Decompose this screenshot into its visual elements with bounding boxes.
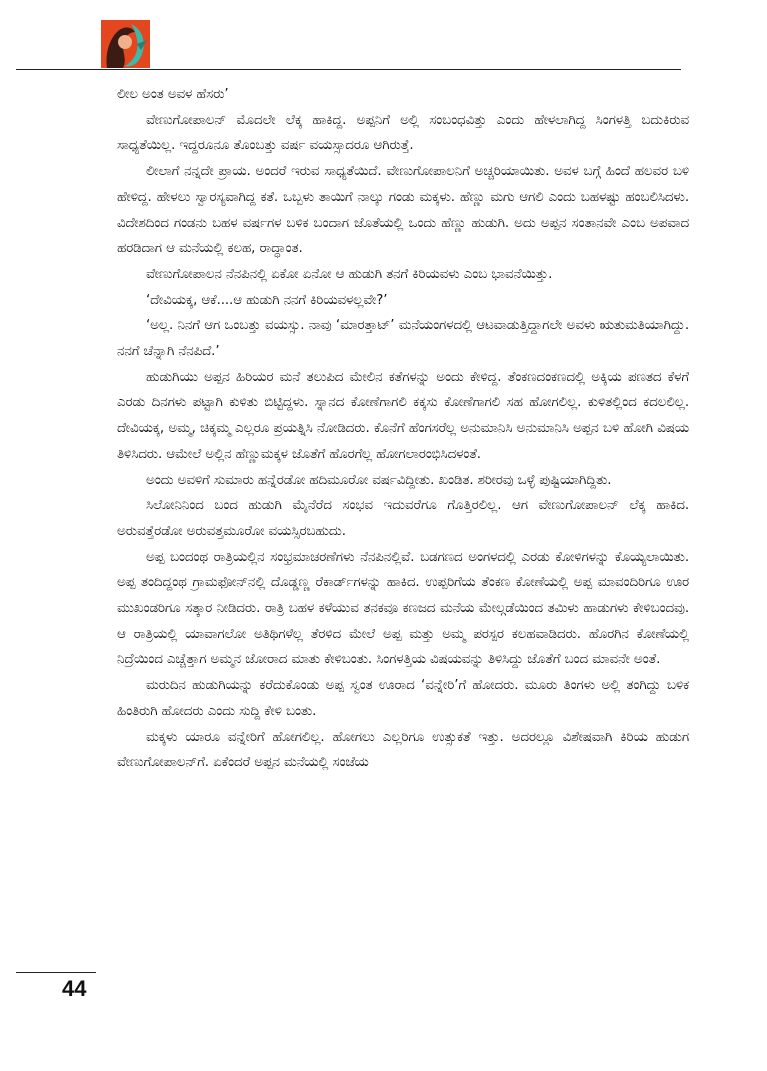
page-number: 44 — [62, 976, 87, 1001]
paragraph: ಮಕ್ಕಳು ಯಾರೂ ವನ್ನೇರಿಗೆ ಹೋಗಲಿಲ್ಲ. ಹೋಗಲು ಎಲ್ಲರಿಗೂ ಉತ್ಸುಕತೆ ಇತ್ತು. ಅದರಲ್ಲೂ ವಿಶೇಷವಾಗಿ ಕಿರಿಯ ಹುಡುಗ ವೇಣುಗೋಪಾಲನ್‌ಗೆ. ಏಕೆಂದರೆ ಅಪ್ಪನ ಮನೆಯಲ್ಲಿ ಸಂಜೆಯ — [117, 729, 689, 771]
header-rule — [16, 69, 681, 70]
paragraph: ಅಪ್ಪ ಬಂದಂಥ ರಾತ್ರಿಯಲ್ಲಿನ ಸಂಭ್ರಮಾಚರಣೆಗಳು ನೆನಪಿನಲ್ಲಿವೆ. ಬಡಗಣದ ಅಂಗಳದಲ್ಲಿ ಎರಡು ಕೋಳಿಗಳನ್ನು ಕೊಯ್ಯಲಾಯಿತು. ಅಪ್ಪ ತಂದಿದ್ದಂಥ ಗ್ರಾಮಫೋನ್‌ನಲ್ಲಿ ದೊಡ್ಡಣ್ಣ ರೆಕಾರ್ಡ್‌ಗಳನ್ನು ಹಾಕಿದ. ಉಪ್ಪರಿಗೆಯ ತೆಂಕಣ ಕೋಣೆಯಲ್ಲಿ ಅಪ್ಪ ಮಾವಂದಿರಿಗೂ ಊರ ಮುಖಂಡರಿಗೂ ಸತ್ಕಾರ ನೀಡಿದರು. ರಾತ್ರಿ ಬಹಳ ಕಳೆಯುವ ತನಕವೂ ಕಣಜದ ಮನೆಯ ಮೇಲ್ಗಡೆಯಿಂದ ತಮಿಳು ಹಾಡುಗಳು ಕೇಳಿಬಂದವು. ಆ ರಾತ್ರಿಯಲ್ಲಿ ಯಾವಾಗಲೋ ಅತಿಥಿಗಳೆಲ್ಲ ತೆರಳಿದ ಮೇಲೆ ಅಪ್ಪ ಮತ್ತು ಅಮ್ಮ ಪರಸ್ಪರ ಕಲಹವಾಡಿದರು. ಹೊರಗಿನ ಕೋಣೆಯಲ್ಲಿ ನಿದ್ರೆಯಿಂದ ಎಚ್ಚೆತ್ತಾಗ ಅಮ್ಮನ ಜೋರಾದ ಮಾತು ಕೇಳಿಬಂತು. ಸಿಂಗಳತ್ತಿಯ ವಿಷಯವನ್ನು ತಿಳಿಸಿದ್ದು ಜೊತೆಗೆ ಬಂದ ಮಾವನೇ ಅಂತೆ. — [117, 549, 689, 668]
article-body — [117, 82, 689, 776]
paragraph: ಸಿಲೋನಿನಿಂದ ಬಂದ ಹುಡುಗಿ ಮೈನೆರೆದ ಸಂಭವ ಇದುವರೆಗೂ ಗೊತ್ತಿರಲಿಲ್ಲ. ಆಗ ವೇಣುಗೋಪಾಲನ್ ಲೆಕ್ಕ ಹಾಕಿದ. ಅರುವತ್ತೆರಡೋ ಅರುವತ್ತಮೂರೋ ವಯಸ್ಸಿರಬಹುದು. — [117, 498, 689, 539]
paragraph: ಅಂದು ಅವಳಿಗೆ ಸುಮಾರು ಹನ್ನೆರಡೋ ಹದಿಮೂರೋ ವರ್ಷವಿದ್ದೀತು. ಖಂಡಿತ. ಶರೀರವು ಒಳ್ಳೆ ಪುಷ್ಟಿಯಾಗಿದ್ದಿತು. — [146, 472, 612, 488]
footer-rule — [16, 972, 96, 973]
paragraph: ಲೀಲ ಅಂತ ಅವಳ ಹೆಸರು’ — [117, 87, 229, 102]
logo-illustration — [101, 20, 150, 68]
paragraph: ಹುಡುಗಿಯು ಅಪ್ಪನ ಹಿರಿಯರ ಮನೆ ತಲುಪಿದ ಮೇಲಿನ ಕತೆಗಳನ್ನು ಅಂದು ಕೇಳಿದ್ದ. ತೆಂಕಣದಂಕಣದಲ್ಲಿ ಅಕ್ಕಿಯ ಪಣತದ ಕೆಳಗೆ ಎರಡು ದಿನಗಳು ಪಟ್ಟಾಗಿ ಕುಳಿತು ಬಿಟ್ಟಿದ್ದಳು. ಸ್ನಾನದ ಕೋಣೆಗಾಗಲಿ ಕಕ್ಕಸು ಕೋಣೆಗಾಗಲಿ ಸಹ ಹೋಗಲಿಲ್ಲ. ಕುಳಿತಲ್ಲಿಂದ ಕದಲಲಿಲ್ಲ. ದೇವಿಯಕ್ಕ, ಅಮ್ಮ, ಚಿಕ್ಕಮ್ಮ ಎಲ್ಲರೂ ಪ್ರಯತ್ನಿಸಿ ನೋಡಿದರು. ಕೊನೆಗೆ ಹೆಂಗಸರೆಲ್ಲ ಅನುಮಾನಿಸಿ ಅನುಮಾನಿಸಿ ಅಪ್ಪನ ಬಳಿ ಹೋಗಿ ವಿಷಯ ತಿಳಿಸಿದರು. ಆಮೇಲೆ ಅಲ್ಲಿನ ಹೆಣ್ಣುಮಕ್ಕಳ ಜೊತೆಗೆ ಹೊರಗೆಲ್ಲ ಹೋಗಲಾರಂಭಿಸಿದಳಂತೆ. — [117, 369, 689, 462]
paragraph: ‘ದೇವಿಯಕ್ಕ, ಆಕೆ....ಆ ಹುಡುಗಿ ನನಗೆ ಕಿರಿಯವಳಲ್ಲವೇ?’ — [146, 292, 388, 308]
paragraph: ವೇಣುಗೋಪಾಲನ ನೆನಪಿನಲ್ಲಿ ಏಕೋ ಏನೋ ಆ ಹುಡುಗಿ ತನಗೆ ಕಿರಿಯವಳು ಎಂಬ ಭಾವನೆಯಿತ್ತು. — [146, 266, 553, 282]
paragraph: ವೇಣುಗೋಪಾಲನ್ ಮೊದಲೇ ಲೆಕ್ಕ ಹಾಕಿದ್ದ. ಅಪ್ಪನಿಗೆ ಅಲ್ಲಿ ಸಂಬಂಧವಿತ್ತು ಎಂದು ಹೇಳಲಾಗಿದ್ದ ಸಿಂಗಳತ್ತಿ ಬದುಕಿರುವ ಸಾಧ್ಯತೆಯಿಲ್ಲ. ಇದ್ದರೂನೂ ತೊಂಬತ್ತು ವರ್ಷ ವಯಸ್ಸಾದರೂ ಆಗಿರುತ್ತೆ. — [117, 112, 689, 154]
paragraph: ಮರುದಿನ ಹುಡುಗಿಯನ್ನು ಕರೆದುಕೊಂಡು ಅಪ್ಪ ಸ್ವಂತ ಊರಾದ ‘ವನ್ನೇರಿ’ಗೆ ಹೋದರು. ಮೂರು ತಿಂಗಳು ಅಲ್ಲಿ ತಂಗಿದ್ದು ಬಳಿಕ ಹಿಂತಿರುಗಿ ಹೋದರು ಎಂದು ಸುದ್ದಿ ಕೇಳಿ ಬಂತು. — [117, 678, 689, 719]
paragraph: ‘ಅಲ್ಲ. ನಿನಗೆ ಆಗ ಒಂಬತ್ತು ವಯಸ್ಸು. ನಾವು ‘ಮಾರತ್ತಾಟ್’ ಮನೆಯಂಗಳದಲ್ಲಿ ಆಟವಾಡುತ್ತಿದ್ದಾಗಲೇ ಅವಳು ಋತುಮತಿಯಾಗಿದ್ದು. ನನಗೆ ಚೆನ್ನಾಗಿ ನೆನಪಿದೆ.’ — [117, 318, 689, 360]
paragraph: ಲೀಲಾಗೆ ನನ್ನದೇ ಪ್ರಾಯ. ಅಂದರೆ ಇರುವ ಸಾಧ್ಯತೆಯಿದೆ. ವೇಣುಗೋಪಾಲನಿಗೆ ಅಚ್ಚರಿಯಾಯಿತು. ಅವಳ ಬಗ್ಗೆ ಹಿಂದೆ ಹಲವರ ಬಳಿ ಹೇಳಿದ್ದ. ಹೇಳಲು ಸ್ವಾರಸ್ಯವಾಗಿದ್ದ ಕತೆ. ಒಬ್ಬಳು ತಾಯಿಗೆ ನಾಲ್ಕು ಗಂಡು ಮಕ್ಕಳು. ಹೆಣ್ಣು ಮಗು ಆಗಲಿ ಎಂದು ಬಹಳಷ್ಟು ಹಂಬಲಿಸಿದಳು. ವಿದೇಶದಿಂದ ಗಂಡನು ಬಹಳ ವರ್ಷಗಳ ಬಳಿಕ ಬಂದಾಗ ಜೊತೆಯಲ್ಲಿ ಒಂದು ಹೆಣ್ಣು ಹುಡುಗಿ. ಅದು ಅಪ್ಪನ ಸಂತಾನವೇ ಎಂಬ ಅಪವಾದ ಹರಡಿದಾಗ ಆ ಮನೆಯಲ್ಲಿ ಕಲಹ, ರಾದ್ಧಾಂತ. — [117, 164, 689, 257]
publication-logo — [101, 20, 150, 68]
